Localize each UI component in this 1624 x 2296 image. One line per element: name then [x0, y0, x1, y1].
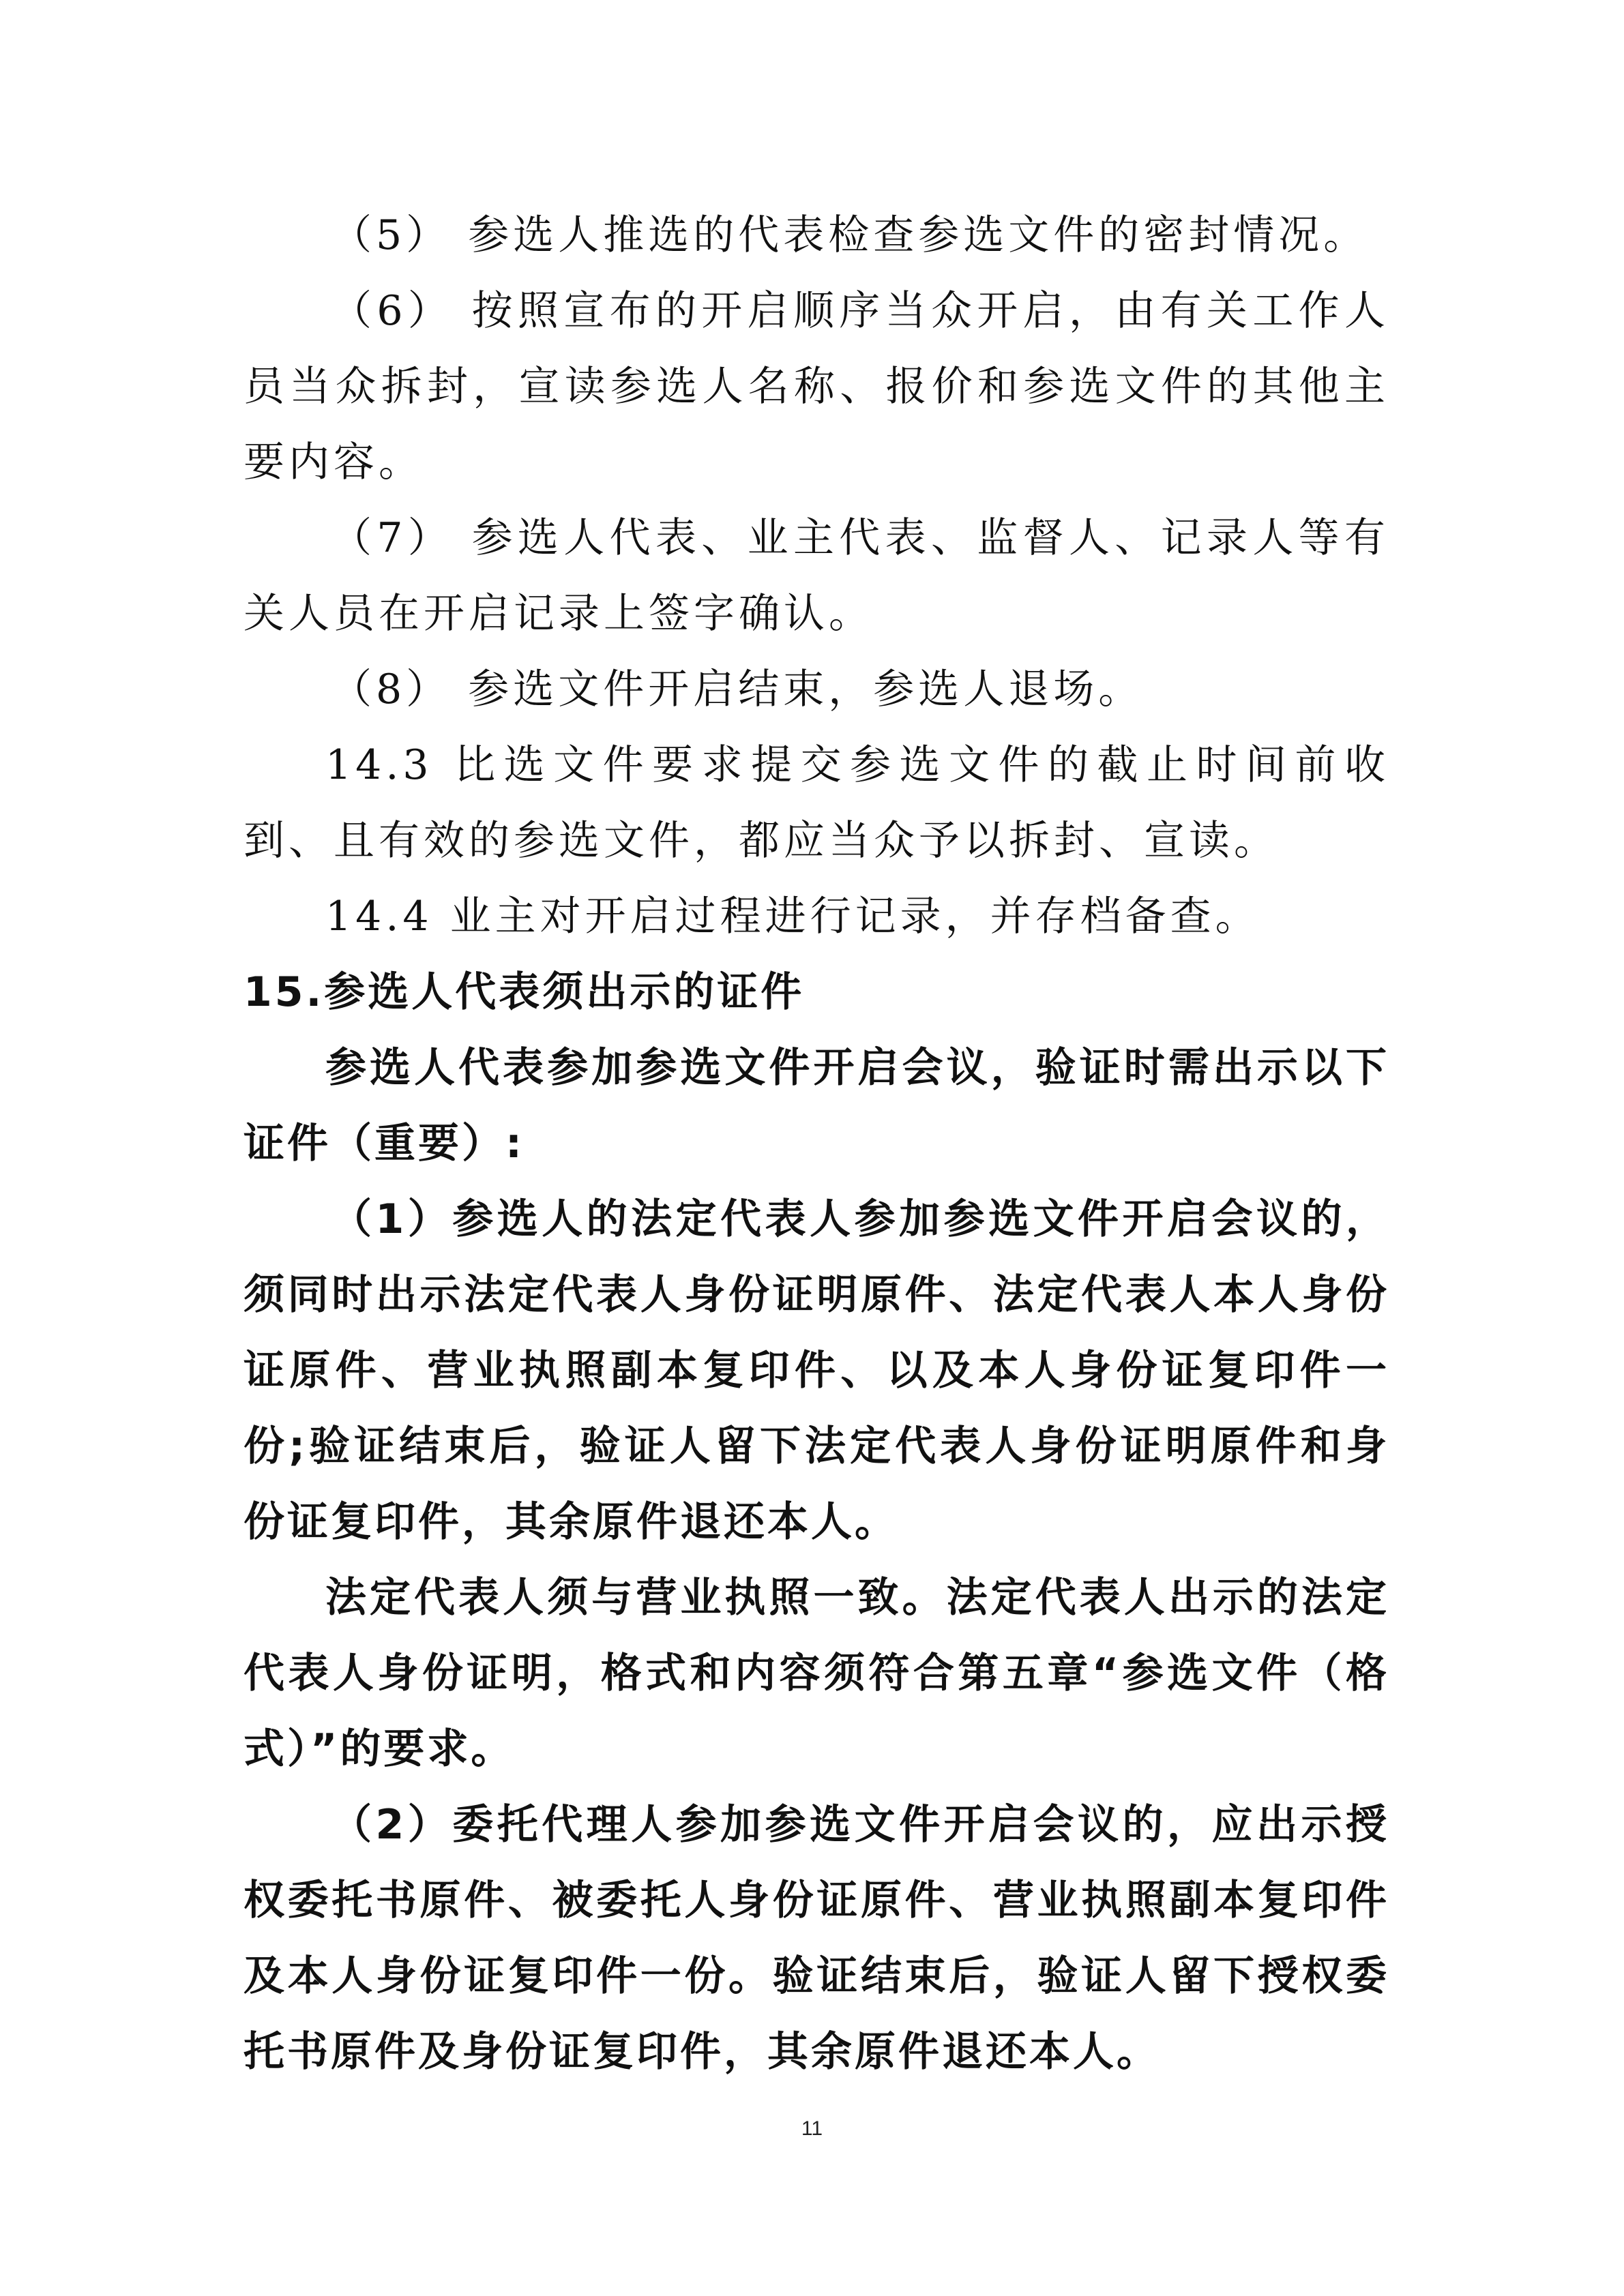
section-15-note: 法定代表人须与营业执照一致。法定代表人出示的法定代表人身份证明，格式和内容须符合第五章“参选文件（格式）”的要求。: [243, 1574, 1389, 1773]
paragraph-item-8: （8） 参选文件开启结束，参选人退场。: [331, 666, 1144, 713]
section-15-item-2: （2）委托代理人参加参选文件开启会议的，应出示授权委托书原件、被委托人身份证原件、营业执照副本复印件及本人身份证复印件一份。验证结束后，验证人留下授权委托书原件及身份证复印件，其余原件退还本人。: [243, 1801, 1389, 2076]
page-number: 11: [801, 2117, 823, 2140]
section-15-item-1: （1）参选人的法定代表人参加参选文件开启会议的，须同时出示法定代表人身份证明原件、法定代表人本人身份证原件、营业执照副本复印件、以及本人身份证复印件一份;验证结束后，验证人留下法定代表人身份证明原件和身份证复印件，其余原件退还本人。: [243, 1195, 1389, 1546]
section-15-intro: 参选人代表参加参选文件开启会议，验证时需出示以下证件（重要）:: [243, 1044, 1389, 1167]
paragraph-14-3: 14.3 比选文件要求提交参选文件的截止时间前收到、且有效的参选文件，都应当众予以拆封、宣读。: [243, 741, 1389, 865]
section-heading-15: 15.参选人代表须出示的证件: [243, 968, 805, 1016]
paragraph-item-7: （7） 参选人代表、业主代表、监督人、记录人等有关人员在开启记录上签字确认。: [243, 514, 1389, 638]
paragraph-14-4: 14.4 业主对开启过程进行记录，并存档备查。: [325, 893, 1260, 940]
page-content: [243, 198, 1389, 2090]
paragraph-item-5: （5） 参选人推选的代表检查参选文件的密封情况。: [331, 211, 1369, 259]
paragraph-item-6: （6） 按照宣布的开启顺序当众开启，由有关工作人员当众拆封，宣读参选人名称、报价和参选文件的其他主要内容。: [243, 287, 1389, 486]
